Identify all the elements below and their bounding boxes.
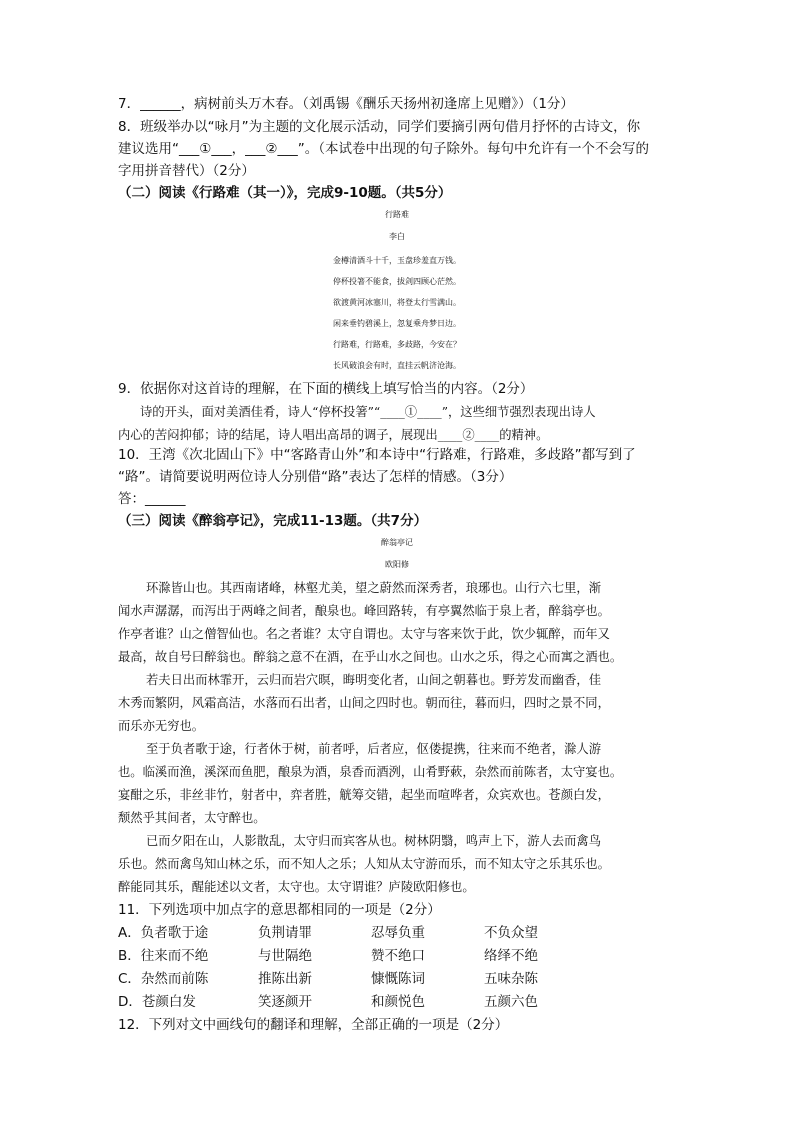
option-d-text: D．苍颜白发	[118, 994, 196, 1010]
option-a-word: 不负众望	[484, 925, 538, 941]
question-8-line-3: 字用拼音替代）（2分）	[118, 163, 255, 179]
essay-line: 已而夕阳在山，人影散乱，太守归而宾客从也。树林阴翳，鸣声上下，游人去而禽鸟	[146, 834, 601, 848]
section-3-heading: （三）阅读《醉翁亭记》，完成11-13题。（共7分）	[118, 513, 428, 529]
essay-author: 欧阳修	[385, 560, 409, 569]
question-9-line-1: 诗的开头，面对美酒佳肴，诗人“停杯投箸”“____①____”，这些细节强烈表现出诗人	[140, 405, 596, 419]
option-d-word: 笑逐颜开	[258, 994, 312, 1010]
option-b-text: B．往来而不绝	[118, 948, 209, 964]
poem-line: 金樽清酒斗十千，玉盘珍羞直万钱。	[333, 256, 461, 265]
poem-title: 行路难	[385, 210, 409, 219]
option-b-word: 与世隔绝	[258, 948, 312, 964]
option-b-word: 络绎不绝	[484, 948, 538, 964]
option-c-word: 推陈出新	[258, 971, 312, 987]
poem-line: 欲渡黄河冰塞川，将登太行雪满山。	[333, 298, 461, 307]
essay-line: 若夫日出而林霏开，云归而岩穴暝，晦明变化者，山间之朝暮也。野芳发而幽香，佳	[146, 673, 601, 687]
question-9-prompt: 9．依据你对这首诗的理解，在下面的横线上填写恰当的内容。（2分）	[118, 381, 534, 397]
essay-line: 醉能同其乐，醒能述以文者，太守也。太守谓谁？庐陵欧阳修也。	[118, 880, 475, 894]
question-9-line-2: 内心的苦闷抑郁；诗的结尾，诗人唱出高昂的调子，展现出____②____的精神。	[118, 428, 549, 442]
essay-line: 木秀而繁阴，风霜高洁，水落而石出者，山间之四时也。朝而往，暮而归，四时之景不同，	[118, 696, 610, 710]
option-a-word: 忍辱负重	[371, 925, 425, 941]
question-7: 7．______，病树前头万木春。（刘禹锡《酬乐天扬州初逢席上见赠》）（1分）	[118, 96, 574, 112]
essay-line: 颓然乎其间者，太守醉也。	[118, 811, 266, 825]
essay-line: 最高，故自号曰醉翁也。醉翁之意不在酒，在乎山水之间也。山水之乐，得之心而寓之酒也。	[118, 650, 623, 664]
question-11-prompt: 11．下列选项中加点字的意思都相同的一项是（2分）	[118, 902, 441, 918]
option-c-word: 慷慨陈词	[371, 971, 425, 987]
essay-line: 而乐亦无穷也。	[118, 719, 205, 733]
poem-line: 闲来垂钓碧溪上，忽复乘舟梦日边。	[333, 319, 461, 328]
option-d-word: 五颜六色	[484, 994, 538, 1010]
answer-line: 答：______	[118, 491, 186, 507]
section-2-heading: （二）阅读《行路难（其一）》，完成9-10题。（共5分）	[118, 185, 452, 201]
poem-line: 停杯投箸不能食，拔剑四顾心茫然。	[333, 277, 461, 286]
question-8-line-1: 8．班级举办以“咏月”为主题的文化展示活动，同学们要摘引两句借月抒怀的古诗文，你	[118, 119, 641, 135]
option-a-word: 负荆请罪	[258, 925, 312, 941]
poem-line: 长风破浪会有时，直挂云帆济沧海。	[333, 361, 461, 370]
option-c-word: 五味杂陈	[484, 971, 538, 987]
essay-line: 也。临溪而渔，溪深而鱼肥，酿泉为酒，泉香而酒洌，山肴野蔌，杂然而前陈者，太守宴也。	[118, 765, 623, 779]
essay-line: 乐也。然而禽鸟知山林之乐，而不知人之乐；人知从太守游而乐，而不知太守之乐其乐也。	[118, 857, 610, 871]
option-d-word: 和颜悦色	[371, 994, 425, 1010]
poem-line: 行路难，行路难，多歧路，今安在？	[333, 340, 461, 349]
question-10-line-1: 10．王湾《次北固山下》中“客路青山外”和本诗中“行路难，行路难，多歧路”都写到了	[118, 447, 636, 463]
option-c-text: C．杂然而前陈	[118, 971, 209, 987]
essay-line: 闻水声潺潺，而泻出于两峰之间者，酿泉也。峰回路转，有亭翼然临于泉上者，醉翁亭也。	[118, 604, 610, 618]
essay-line: 作亭者谁？山之僧智仙也。名之者谁？太守自谓也。太守与客来饮于此，饮少辄醉，而年又	[118, 627, 610, 641]
poem-author: 李白	[389, 232, 405, 241]
option-b-word: 赞不绝口	[371, 948, 425, 964]
question-10-line-2: “路”。请简要说明两位诗人分别借“路”表达了怎样的情感。（3分）	[118, 469, 513, 485]
question-12-prompt: 12．下列对文中画线句的翻译和理解，全部正确的一项是（2分）	[118, 1017, 509, 1033]
essay-line: 环滁皆山也。其西南诸峰，林壑尤美，望之蔚然而深秀者，琅琊也。山行六七里，渐	[146, 581, 601, 595]
question-8-line-2: 建议选用“___①___，___②___”。（本试卷中出现的句子除外。每句中允许有一个不会写的	[118, 141, 649, 157]
essay-line: 至于负者歌于途，行者休于树，前者呼，后者应，伛偻提携，往来而不绝者，滁人游	[146, 742, 601, 756]
essay-line: 宴酣之乐，非丝非竹，射者中，弈者胜，觥筹交错，起坐而喧哗者，众宾欢也。苍颜白发，	[118, 788, 610, 802]
option-a-text: A．负者歌于途	[118, 925, 209, 941]
essay-title: 醉翁亭记	[381, 538, 413, 547]
